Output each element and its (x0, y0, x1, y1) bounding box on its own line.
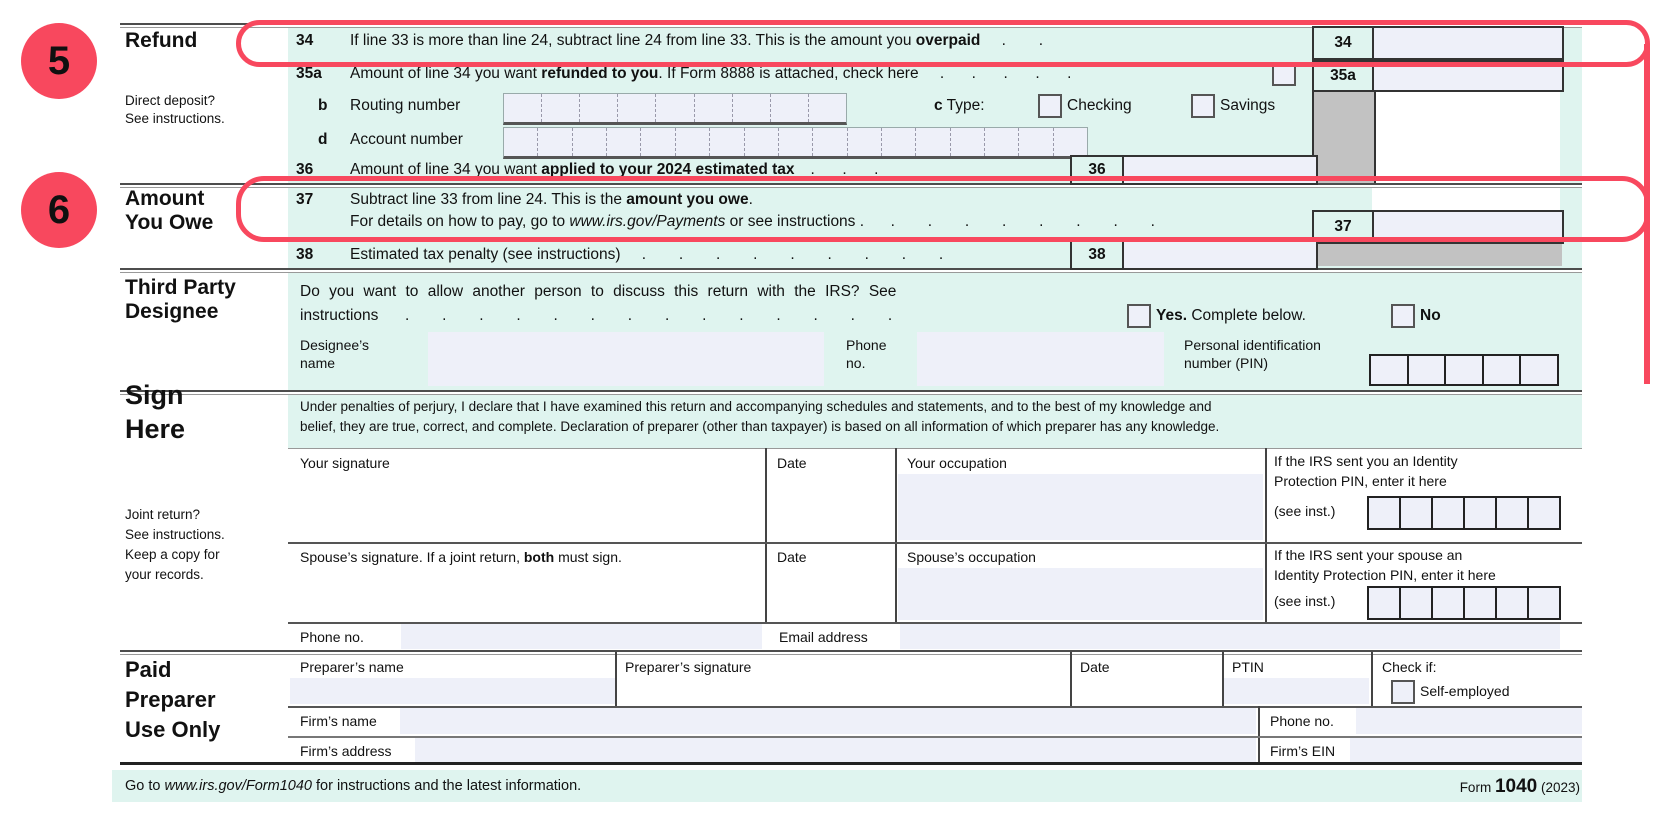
line37-t2: . (748, 191, 753, 208)
third-party-label-2: Designee (125, 300, 219, 323)
footer-go2: for instructions and the latest information. (311, 778, 582, 794)
line34-leaders: . . (980, 32, 1045, 49)
line35a-text-bold: refunded to you (541, 65, 659, 82)
firm-ein-label: Firm’s EIN (1270, 743, 1336, 759)
email-field[interactable] (900, 624, 1560, 649)
rule-third-party-top (120, 268, 1582, 273)
ip-pin-1-label-1: If the IRS sent you an Identity (1274, 453, 1458, 469)
firm-ein-field[interactable] (1350, 738, 1582, 762)
date-label-2: Date (777, 549, 807, 565)
line35c-label (934, 96, 985, 116)
ip-pin-2-cells[interactable] (1367, 586, 1561, 620)
designee-name-label-1: Designee’s (300, 337, 370, 353)
line38-amount-field[interactable] (1124, 242, 1316, 268)
line37-bold: amount you owe (626, 191, 749, 208)
third-party-question-1: Do you want to allow another person to discuss this return with the IRS? See (300, 283, 897, 300)
third-party-no-label: No (1420, 307, 1441, 324)
step-5-number: 5 (47, 38, 71, 83)
pin-label-2: number (PIN) (1184, 355, 1269, 371)
line35a-number: 35a (296, 65, 322, 82)
your-occupation-label: Your occupation (907, 455, 1007, 471)
spouse-sig-c: must sign. (554, 549, 622, 565)
footer-go1: Go to (125, 778, 165, 794)
checking-label: Checking (1067, 97, 1132, 114)
line34-box-number: 34 (1314, 28, 1374, 58)
designee-phone-label-1: Phone (846, 337, 887, 353)
third-party-q2-word: instructions (300, 307, 379, 324)
line38-number: 38 (296, 246, 314, 263)
line35a-box-number: 35a (1314, 62, 1374, 90)
line35d-number: d (318, 131, 328, 148)
your-occupation-field[interactable] (898, 474, 1263, 540)
designee-name-field[interactable] (428, 332, 824, 386)
sig-col-divider-3 (1265, 448, 1267, 622)
joint-note-2: See instructions. (125, 527, 225, 542)
line35b-number: b (318, 97, 328, 114)
perjury-statement-2: belief, they are true, correct, and complete. Declaration of preparer (other than taxpayer) is based on all information of which preparer has any knowledge. (300, 419, 1220, 434)
line36-box-number: 36 (1072, 157, 1124, 183)
ptin-label: PTIN (1232, 659, 1264, 675)
firm-address-field[interactable] (415, 738, 1256, 762)
line34-text-main: If line 33 is more than line 24, subtract line 24 from line 33. This is the amount you (350, 32, 916, 49)
line38-leaders: . . . . . . . . . (620, 246, 945, 263)
ip-pin-1-cells[interactable] (1367, 496, 1561, 530)
step-5-badge (21, 23, 97, 99)
third-party-label-1: Third Party (125, 276, 236, 299)
ip-pin-1-label-2: Protection PIN, enter it here (1274, 473, 1447, 489)
line38-amount-box (1070, 240, 1318, 270)
sig-table-top-line (288, 448, 1582, 449)
date-label-1: Date (777, 455, 807, 471)
prep-col-divider-1 (615, 652, 617, 706)
prep-row2-divider (1258, 706, 1260, 762)
direct-deposit-note-1: Direct deposit? (125, 93, 216, 108)
spouse-signature-field[interactable] (300, 568, 760, 618)
owe-section-label-2: You Owe (125, 211, 214, 234)
spouse-sig-bold: both (523, 549, 555, 565)
line38-t1: Estimated tax penalty (see instructions) (350, 246, 621, 263)
firm-name-label: Firm’s name (300, 713, 377, 729)
line35a-text-1: Amount of line 34 you want (350, 65, 542, 82)
line37-number: 37 (296, 191, 314, 208)
your-signature-field[interactable] (300, 474, 760, 534)
checking-checkbox[interactable] (1038, 94, 1062, 118)
third-party-yes-label (1156, 306, 1306, 326)
line34-text-bold: overpaid (915, 32, 981, 49)
preparer-name-label: Preparer’s name (300, 659, 404, 675)
email-label: Email address (779, 629, 868, 645)
firm-phone-label: Phone no. (1270, 713, 1334, 729)
line38-box-number: 38 (1072, 242, 1124, 268)
savings-checkbox[interactable] (1191, 94, 1215, 118)
joint-note-4: your records. (125, 567, 204, 582)
sig-col-divider-1 (765, 448, 767, 622)
line35a-leaders: . . . . . (918, 65, 1073, 82)
rule-preparer-top (120, 650, 1582, 655)
phone-field[interactable] (401, 624, 762, 649)
refund-section-label: Refund (125, 29, 198, 52)
line36-text-bold: applied to your 2024 estimated tax (541, 161, 795, 178)
prep-col-divider-3 (1222, 652, 1224, 706)
firm-name-field[interactable] (400, 708, 1256, 734)
footer-form-word: Form (1459, 780, 1495, 795)
routing-number-cells[interactable] (503, 93, 847, 125)
ptin-field[interactable] (1224, 678, 1369, 704)
type-label: Type: (946, 97, 985, 114)
account-number-cells[interactable] (503, 127, 1088, 159)
firm-phone-field[interactable] (1356, 708, 1582, 734)
preparer-signature-label: Preparer’s signature (625, 659, 752, 675)
amount-col-white (1372, 91, 1560, 183)
spouse-occupation-label: Spouse’s occupation (907, 549, 1036, 565)
spouse-occupation-field[interactable] (898, 568, 1263, 620)
third-party-leaders: . . . . . . . . . . . . . . (378, 307, 894, 324)
phone-label: Phone no. (300, 629, 364, 645)
line37-highlight (236, 176, 1650, 242)
line38-text (350, 245, 944, 265)
line37-leaders: . . . . . . . . (864, 213, 1156, 230)
joint-note-1: Joint return? (125, 507, 201, 522)
joint-note-3: Keep a copy for (125, 547, 220, 562)
account-number-label: Account number (350, 131, 463, 148)
perjury-statement-1: Under penalties of perjury, I declare that I have examined this return and accompanying schedules and statements, and to the best of my knowledge and (300, 399, 1212, 414)
sig-col-divider-2 (895, 448, 897, 622)
shaded-block-direct-deposit (1312, 91, 1376, 183)
footer-form-number: 1040 (1494, 776, 1538, 797)
your-signature-label: Your signature (300, 455, 390, 471)
owe-section-label-1: Amount (125, 187, 205, 210)
footer-instructions (125, 777, 581, 795)
irs-payments-link[interactable]: www.irs.gov/Payments (569, 213, 726, 230)
third-party-no-checkbox[interactable] (1391, 304, 1415, 328)
self-employed-checkbox[interactable] (1391, 680, 1415, 704)
prep-col-divider-4 (1371, 652, 1373, 706)
shaded-block-line38 (1312, 242, 1562, 266)
sign-here-label-2: Here (125, 414, 186, 444)
line37-l2b: or see instructions . (725, 213, 865, 230)
preparer-label-1: Paid (125, 657, 172, 682)
line37-box-number: 37 (1314, 212, 1374, 242)
rule-sign-top (120, 390, 1582, 395)
designee-phone-field[interactable] (917, 332, 1164, 386)
firm-address-label: Firm’s address (300, 743, 392, 759)
line35a-text-2: . If Form 8888 is attached, check here (658, 65, 919, 82)
line36-leaders: . . . (794, 161, 880, 178)
spouse-signature-label (300, 548, 622, 566)
spouse-sig-a: Spouse’s signature. If a joint return, (300, 549, 524, 565)
preparer-date-label: Date (1080, 659, 1110, 675)
footer-irs-link[interactable]: www.irs.gov/Form1040 (164, 778, 312, 794)
line37-l2a: For details on how to pay, go to (350, 213, 570, 230)
ip-pin-2-label-3: (see inst.) (1274, 593, 1336, 609)
yes-bold: Yes. (1156, 307, 1188, 324)
savings-label: Savings (1220, 97, 1276, 114)
designee-pin-cells[interactable] (1369, 354, 1559, 386)
yes-rest: Complete below. (1187, 307, 1306, 324)
footer-form-year: (2023) (1537, 780, 1580, 795)
preparer-name-field[interactable] (290, 678, 615, 704)
step-6-badge (21, 172, 97, 248)
routing-number-label: Routing number (350, 97, 461, 114)
ip-pin-2-label-1: If the IRS sent your spouse an (1274, 547, 1463, 563)
line35c-number: c (934, 97, 943, 114)
pin-label-1: Personal identification (1184, 337, 1321, 353)
ip-pin-2-label-2: Identity Protection PIN, enter it here (1274, 567, 1496, 583)
footer-form-id (1460, 776, 1580, 798)
sign-here-label-1: Sign (125, 380, 184, 410)
line35a-text (350, 64, 1072, 84)
sig-row-divider-1 (288, 542, 1582, 544)
check-if-label: Check if: (1382, 659, 1437, 675)
third-party-question-2 (300, 306, 893, 326)
line34-number: 34 (296, 32, 314, 49)
line36-number: 36 (296, 161, 314, 178)
rule-bottom (120, 762, 1582, 765)
step-6-number: 6 (47, 187, 71, 232)
preparer-label-2: Preparer (125, 687, 216, 712)
self-employed-label: Self-employed (1420, 683, 1510, 699)
direct-deposit-note-2: See instructions. (125, 111, 225, 126)
line37-t1: Subtract line 33 from line 24. This is the (350, 191, 627, 208)
designee-phone-label-2: no. (846, 355, 866, 371)
prep-col-divider-2 (1070, 652, 1072, 706)
line34-highlight (236, 20, 1650, 67)
preparer-label-3: Use Only (125, 717, 221, 742)
designee-name-label-2: name (300, 355, 336, 371)
ip-pin-1-label-3: (see inst.) (1274, 503, 1336, 519)
third-party-yes-checkbox[interactable] (1127, 304, 1151, 328)
line36-text-1: Amount of line 34 you want (350, 161, 542, 178)
